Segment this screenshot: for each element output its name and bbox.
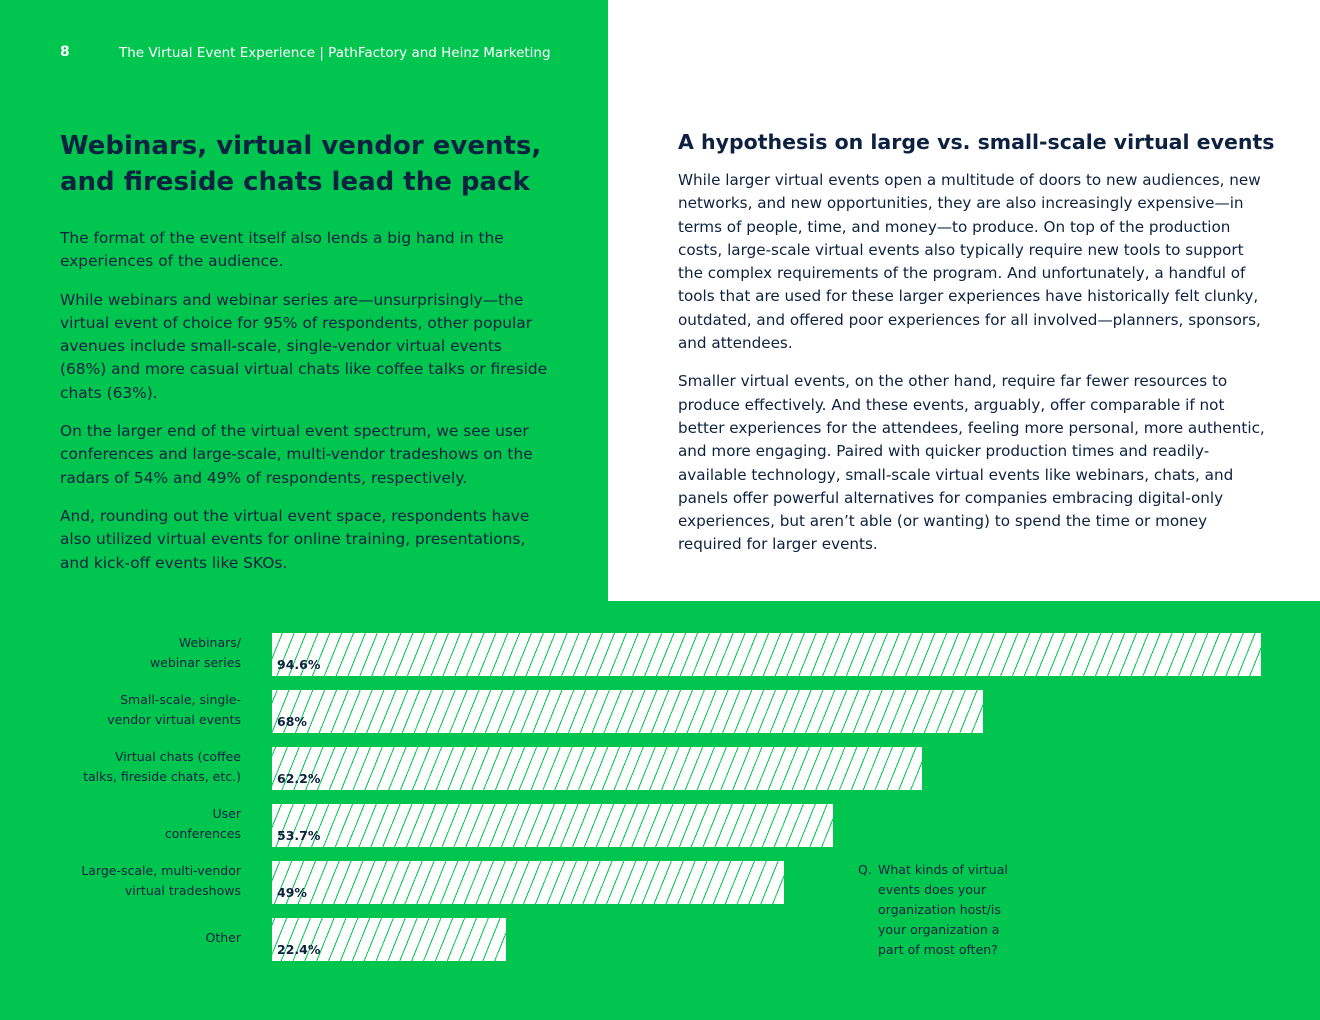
survey-question [858, 860, 1028, 960]
bar [272, 747, 922, 790]
left-column [60, 128, 550, 590]
category-label: User conferences [164, 805, 241, 841]
category-label: Webinars/ webinar series [149, 634, 241, 670]
bar-value-label: 62.2% [277, 771, 321, 786]
bar-value-label: 68% [277, 714, 307, 729]
bar [272, 690, 983, 733]
bar-value-label: 94.6% [277, 657, 321, 672]
question-line: organization host/is [878, 902, 1001, 917]
question-text [878, 860, 1028, 960]
question-line: part of most often? [878, 942, 998, 957]
left-paragraph: And, rounding out the virtual event space, respondents have also utilized virtual events for online training, presentations, and kick-off events like SKOs. [60, 506, 530, 572]
left-paragraph: The format of the event itself also lends a big hand in the experiences of the audience. [60, 229, 504, 271]
bar-value-label: 22.4% [277, 942, 321, 957]
hypothesis-title: A hypothesis on large vs. small-scale virtual events [678, 130, 1275, 154]
section-title-line-2: and fireside chats lead the pack [60, 167, 530, 197]
category-label: Virtual chats (coffee talks, fireside chats, etc.) [83, 748, 241, 784]
question-prefix: Q. [858, 862, 872, 877]
running-title: The Virtual Event Experience | PathFactory and Heinz Marketing [119, 45, 551, 61]
bar [272, 861, 784, 904]
right-column [678, 128, 1275, 572]
question-line: events does your [878, 882, 986, 897]
section-title-line-1: Webinars, virtual vendor events, [60, 131, 542, 161]
section-title [60, 128, 550, 200]
bar [272, 804, 833, 847]
category-label: Small-scale, single- vendor virtual events [107, 691, 241, 727]
page-number: 8 [60, 44, 70, 60]
right-paragraph: While larger virtual events open a multitude of doors to new audiences, new networks, and new opportunities, they are also increasingly expensive—in terms of people, time, and money—to produce. On top of the production costs, large-scale virtual events also typically require new tools to support the complex requirements of the program. And unfortunately, a handful of tools that are used for these larger experiences have historically felt clunky, outdated, and offered poor experiences for all involved—planners, sponsors, and attendees. [678, 171, 1261, 353]
bar-value-label: 53.7% [277, 828, 321, 843]
left-paragraph: While webinars and webinar series are—unsurprisingly—the virtual event of choice for 95% of respondents, other popular avenues include small-scale, single-vendor virtual events (68%) and more casual virtual chats like coffee talks or fireside chats (63%). [60, 290, 548, 402]
category-label: Other [205, 929, 241, 945]
bar [272, 633, 1261, 676]
left-paragraph: On the larger end of the virtual event spectrum, we see user conferences and large-scale, multi-vendor tradeshows on the radars of 54% and 49% of respondents, respectively. [60, 422, 533, 487]
event-types-bar-chart [0, 600, 1320, 1020]
bar-value-label: 49% [277, 885, 307, 900]
right-paragraph: Smaller virtual events, on the other hand, require far fewer resources to produce effectively. And these events, arguably, offer comparable if not better experiences for the attendees, feeling more personal, more authentic, and more engaging. Paired with quicker production times and readily-available technology, small-scale virtual events like webinars, chats, and panels offer powerful alternatives for companies embracing digital-only experiences, but aren’t able (or wanting) to spend the time or money required for larger events. [678, 372, 1265, 554]
question-line: What kinds of virtual [878, 862, 1008, 877]
question-line: your organization a [878, 922, 1000, 937]
category-label: Large-scale, multi-vendor virtual tradeshows [81, 862, 241, 898]
